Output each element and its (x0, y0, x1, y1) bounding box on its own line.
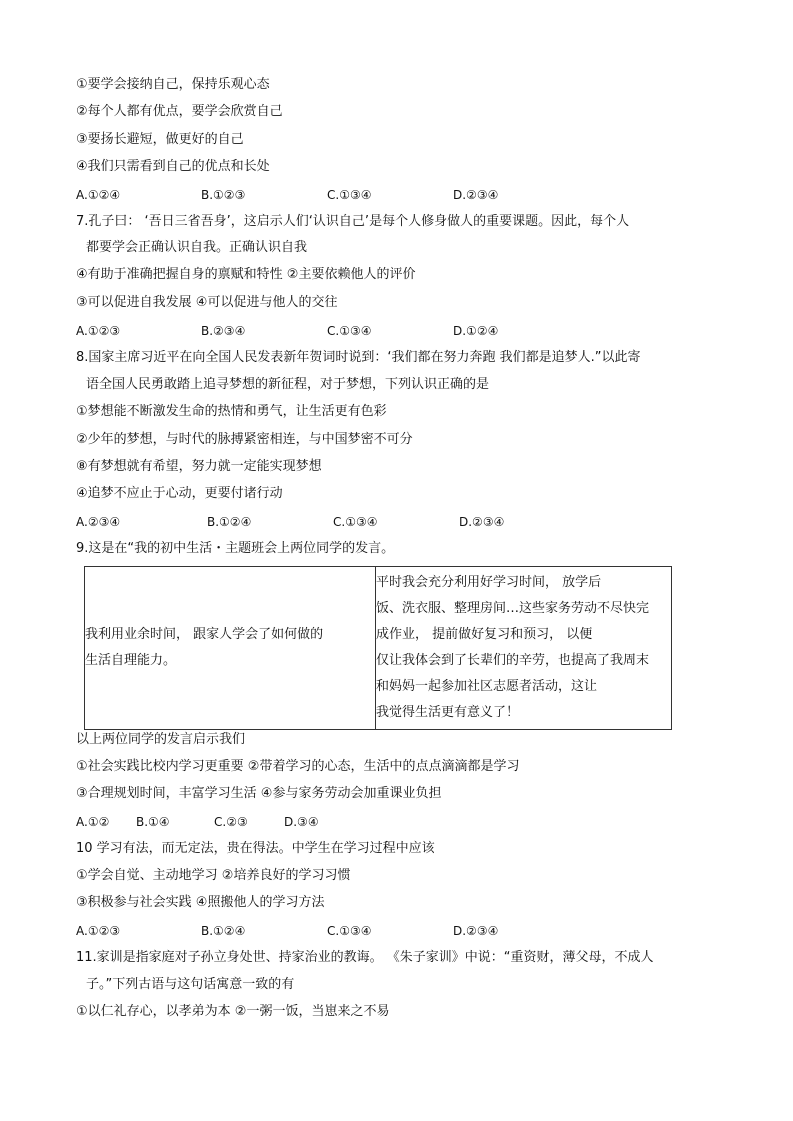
q7-item-line-1: ④有助于准确把握自身的禀赋和特性 ②主要依赖他人的评价 (76, 267, 416, 282)
q9-left-line-2: 生活自理能力。 (85, 653, 177, 668)
q9-item-line-2: ③合理规划时间，丰富学习生活 ④参与家务劳动会加重课业负担 (76, 786, 442, 801)
q10-item-line-1: ①学会自觉、主动地学习 ②培养良好的学习习惯 (76, 868, 351, 883)
q8-item-2: ②少年的梦想，与时代的脉搏紧密相连，与中国梦密不可分 (76, 432, 413, 447)
q10-stem: 10 学习有法，而无定法，贵在得法。中学生在学习过程中应该 (76, 841, 435, 856)
q10-option-a: A.①②③ (76, 924, 121, 938)
q10-option-d: D.②③④ (453, 924, 499, 938)
q9-right-line-6: 我觉得生活更有意义了！ (376, 705, 520, 720)
q8-option-d: D.②③④ (459, 515, 505, 529)
q10-item-line-2: ③积极参与社会实践 ④照搬他人的学习方法 (76, 895, 325, 910)
q6-item-2: ②每个人都有优点，要学会欣赏自己 (76, 104, 283, 119)
q10-option-b: B.①②④ (201, 924, 246, 938)
q9-left-line-1: 我利用业余时间， 跟家人学会了如何做的 (85, 627, 324, 642)
q7-option-a: A.①②③ (76, 324, 121, 338)
q8-stem-line-1: 8.国家主席习近平在向全国人民发表新年贺词时说到：‘我们都在努力奔跑 我们都是追梦人.”以此寄 (76, 350, 641, 365)
q6-item-3: ③要扬长避短，做更好的自己 (76, 132, 244, 147)
q6-option-b: B.①②③ (201, 188, 246, 202)
q9-prompt: 以上两位同学的发言启示我们 (76, 732, 246, 747)
q9-speech-table (84, 566, 672, 730)
q9-option-b: B.①④ (136, 815, 170, 829)
q9-right-line-5: 和妈妈一起参加社区志愿者活动，这让 (376, 679, 598, 694)
q7-option-d: D.①②④ (453, 324, 499, 338)
q9-item-line-1: ①社会实践比校内学习更重要 ②带着学习的心态，生活中的点点滴滴都是学习 (76, 759, 520, 774)
q8-option-a: A.②③④ (76, 515, 121, 529)
q7-item-line-2: ③可以促进自我发展 ④可以促进与他人的交往 (76, 295, 338, 310)
q9-right-line-1: 平时我会充分利用好学习时间， 放学后 (376, 575, 602, 590)
q8-option-b: B.①②④ (207, 515, 252, 529)
q7-stem-line-2: 都要学会正确认识自我。正确认识自我 (86, 240, 308, 255)
q6-option-c: C.①③④ (327, 188, 372, 202)
q9-right-line-3: 成作业， 提前做好复习和预习， 以便 (376, 627, 593, 642)
q9-right-cell (376, 567, 672, 730)
q9-stem: 9.这是在“我的初中生活・主题班会上两位同学的发言。 (76, 541, 395, 556)
q8-item-1: ①梦想能不断激发生命的热情和勇气，让生活更有色彩 (76, 404, 387, 419)
q7-option-c: C.①③④ (327, 324, 372, 338)
q8-item-3: ⑧有梦想就有希望，努力就一定能实现梦想 (76, 459, 322, 474)
q11-stem-line-1: 11.家训是指家庭对子孙立身处世、持家治业的教诲。 《朱子家训》中说：“重资财，薄父母，不成人 (76, 950, 654, 965)
q8-stem-line-2: 语全国人民勇敢踏上追寻梦想的新征程，对于梦想，下列认识正确的是 (86, 377, 490, 392)
q9-option-a: A.①② (76, 815, 110, 829)
q8-option-c: C.①③④ (333, 515, 378, 529)
q6-item-4: ④我们只需看到自己的优点和长处 (76, 159, 270, 174)
q9-left-cell (85, 567, 376, 730)
q9-right-line-4: 仅让我体会到了长辈们的辛劳，也提高了我周末 (376, 653, 650, 668)
q11-item-line-1: ①以仁礼存心，以孝弟为本 ②一粥一饭，当崽来之不易 (76, 1004, 390, 1019)
q6-option-d: D.②③④ (453, 188, 499, 202)
q7-option-b: B.②③④ (201, 324, 246, 338)
q9-right-line-2: 饭、洗衣服、整理房间…这些家务劳动不尽快完 (376, 601, 650, 616)
q6-option-a: A.①②④ (76, 188, 121, 202)
q9-option-c: C.②③ (214, 815, 248, 829)
q7-stem-line-1: 7.孔子曰： ‘吾日三省吾身’，这启示人们‘认识自己’是每个人修身做人的重要课题。因此，每个人 (76, 214, 630, 229)
q6-item-1: ①要学会接纳自己，保持乐观心态 (76, 77, 270, 92)
q8-item-4: ④追梦不应止于心动，更要付诸行动 (76, 486, 283, 501)
q11-stem-line-2: 子。”下列古语与这句话寓意一致的有 (86, 977, 295, 992)
q9-option-d: D.③④ (284, 815, 319, 829)
q10-option-c: C.①③④ (327, 924, 372, 938)
